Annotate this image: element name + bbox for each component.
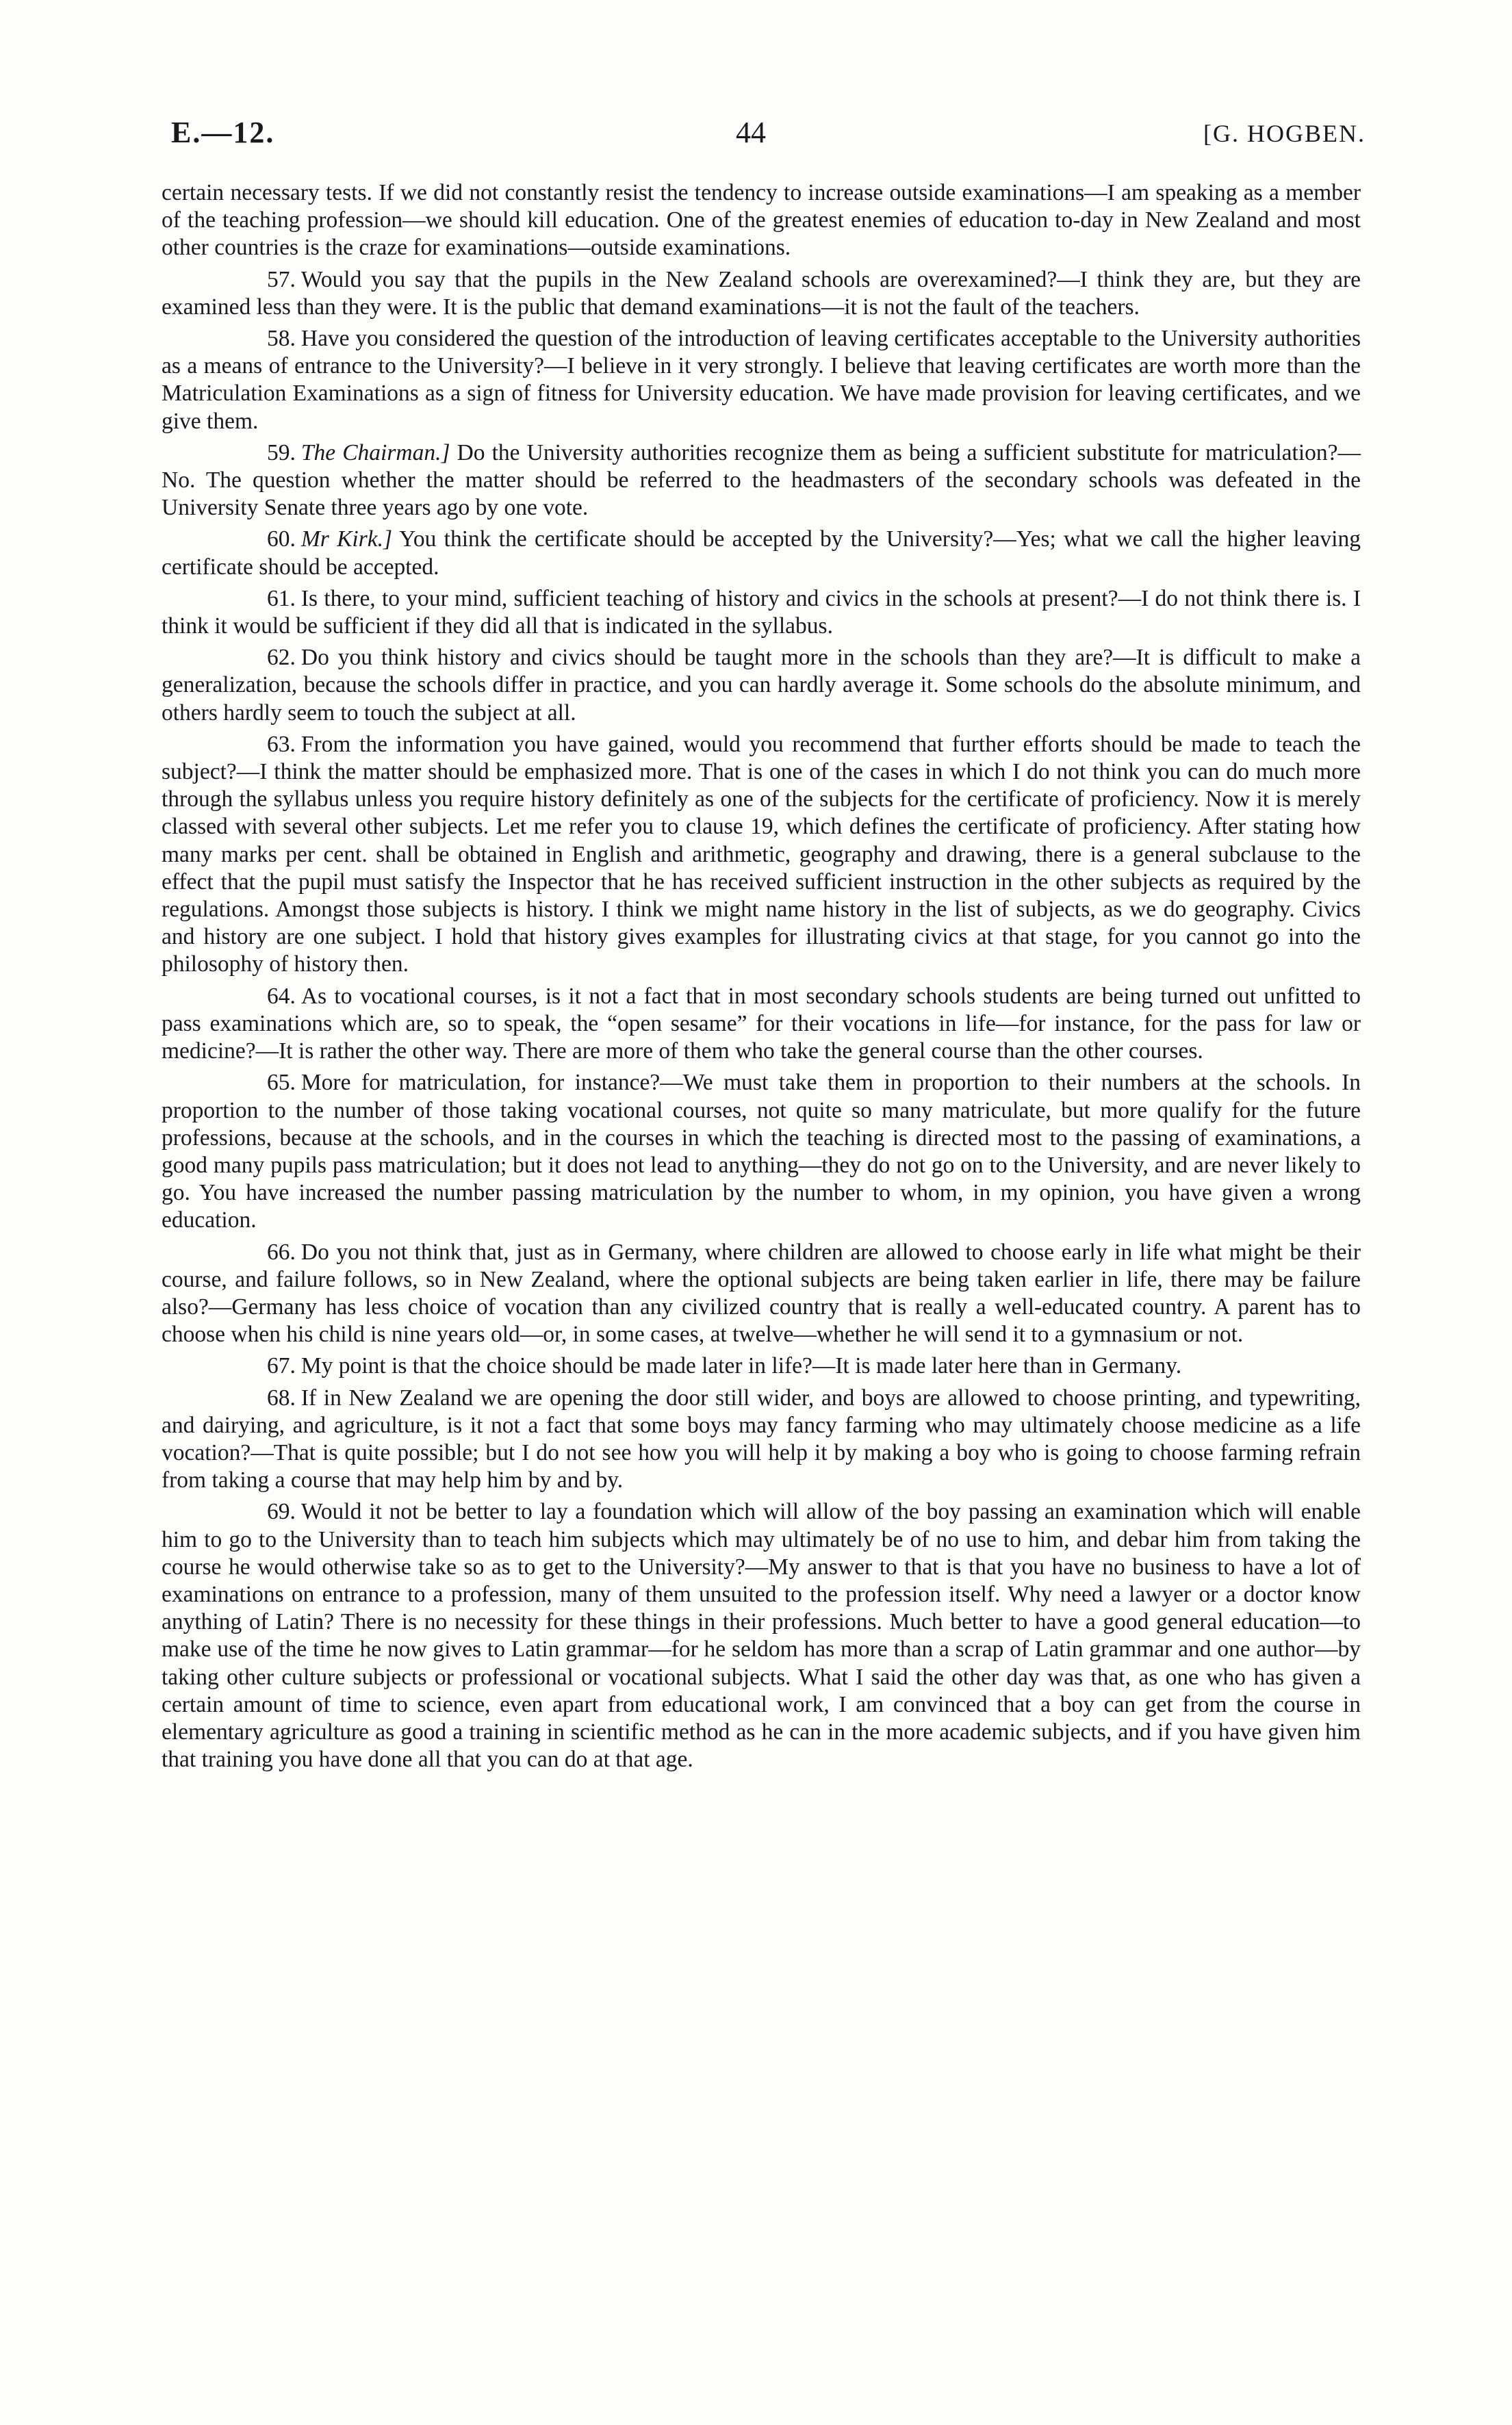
question-62 [162, 644, 1361, 727]
question-66 [162, 1239, 1361, 1349]
paragraph-text: My point is that the choice should be made later in life?—It is made later here than in Germany. [300, 1353, 1182, 1379]
question-number: 68. [267, 1385, 296, 1411]
question-number: 63. [267, 731, 296, 757]
paragraph-text: Do you not think that, just as in Germany, where children are allowed to choose early in life what might be their course, and failure follows, so in New Zealand, where the optional subjects are being taken earlier in life, there may be failure also?—Germany has less choice of vocation than any civilized country that is really a well-educated country. A parent has to choose when his child is nine years old—or, in some cases, at twelve—whether he will send it to a gymnasium or not. [162, 1239, 1361, 1348]
paragraph-text: Do the University authorities recognize them as being a sufficient substitute for matriculation?—No. The question whether the matter should be referred to the headmasters of the secondary schools was defeated in the University Senate three years ago by one vote. [162, 439, 1361, 521]
speaker-label: The Chairman.] [300, 439, 450, 465]
paragraph-text: If in New Zealand we are opening the door still wider, and boys are allowed to choose printing, and typewriting, and dairying, and agriculture, is it not a fact that some boys may fancy farming who may ultimately choose medicine as a life vocation?—That is quite possible; but I do not see how you will help it by making a boy who is going to choose farming refrain from taking a course that may help him by and by. [162, 1385, 1361, 1493]
paragraph-text: More for matriculation, for instance?—We must take them in proportion to their numbers at the schools. In proportion to the number of those taking vocational courses, not quite so many matriculate, but more qualify for the future professions, because at the schools, and in the courses in which the teaching is directed most to the passing of examinations, a good many pupils pass matriculation; but it does not lead to anything—they do not go on to the University, and are never likely to go. You have increased the number passing matriculation by the number to whom, in my opinion, you have given a wrong education. [162, 1070, 1361, 1233]
question-number: 66. [267, 1239, 296, 1265]
paragraph-text: Do you think history and civics should be taught more in the schools than they are?—It is difficult to make a generalization, because the schools differ in practice, and you can hardly average it. Some schools do the absolute minimum, and others hardly seem to touch the subject at all. [162, 645, 1361, 726]
question-number: 64. [267, 983, 296, 1009]
page-header [164, 115, 1366, 163]
question-number: 60. [267, 526, 296, 552]
question-number: 65. [267, 1070, 296, 1096]
question-59 [162, 439, 1361, 522]
question-number: 59. [267, 439, 296, 465]
question-number: 57. [267, 266, 296, 292]
paragraph-text: As to vocational courses, is it not a fact that in most secondary schools students are being turned out unfitted to pass examinations which are, so to speak, the “open sesame” for their vocations in life—for instance, for the pass for law or medicine?—It is rather the other way. There are more of them who take the general course than the other courses. [162, 983, 1361, 1064]
question-61 [162, 585, 1361, 640]
paragraph-text: Would it not be better to lay a foundation which will allow of the boy passing an examination which will enable him to go to the University than to teach him subjects which may ultimately be of no use to him, and debar him from taking the course he would otherwise take so as to get to the University?—My answer to that is that you have no business to have a lot of examinations on entrance to a profession, many of them unsuited to the profession itself. Why need a lawyer or a doctor know anything of Latin? There is no necessity for these things in their professions. Much better to have a good general education—to make use of the time he now gives to Latin grammar—for he seldom has more than a scrap of Latin grammar and one author—by taking other culture subjects or professional or vocational subjects. What I said the other day was that, as one who has given a certain amount of time to science, even apart from educational work, I am convinced that a boy can get from the course in elementary agriculture as good a training in scientific method as he can in the more academic subjects, and if you have given him that training you have done all that you can do at that age. [162, 1499, 1361, 1773]
question-67 [162, 1352, 1361, 1380]
question-number: 67. [267, 1353, 296, 1379]
report-reference: E.—12. [171, 116, 275, 149]
question-number: 69. [267, 1499, 296, 1525]
paragraph-text: certain necessary tests. If we did not constantly resist the tendency to increase outside examinations—I am speaking as a member of the teaching profession—we should kill education. One of the greatest enemies of education to-day in New Zealand and most other countries is the craze for examinations—outside examinations. [162, 180, 1361, 261]
question-60 [162, 526, 1361, 580]
paragraph-continuation [162, 179, 1361, 262]
paragraph-text: From the information you have gained, would you recommend that further efforts should be made to teach the subject?—I think the matter should be emphasized more. That is one of the cases in which I do not think you can do much more through the syllabus unless you require history definitely as one of the subjects for the certificate of proficiency. Now it is merely classed with several other subjects. Let me refer you to clause 19, which defines the certificate of proficiency. After stating how many marks per cent. shall be obtained in English and arithmetic, geography and drawing, there is a general subclause to the effect that the pupil must satisfy the Inspector that he has received sufficient instruction in the other subjects as required by the regulations. Amongst those subjects is history. I think we might name history in the list of subjects, as we do geography. Civics and history are one subject. I hold that history gives examples for illustrating civics at that stage, for you cannot go into the philosophy of history then. [162, 731, 1361, 977]
question-number: 62. [267, 645, 296, 671]
question-number: 58. [267, 326, 296, 352]
body-text [162, 179, 1361, 1778]
question-64 [162, 983, 1361, 1066]
question-63 [162, 731, 1361, 979]
question-69 [162, 1498, 1361, 1773]
speaker-label: Mr Kirk.] [300, 526, 393, 552]
question-58 [162, 325, 1361, 435]
paragraph-text: Have you considered the question of the introduction of leaving certificates acceptable to the University authorities as a means of entrance to the University?—I believe in it very strongly. I believe that leaving certificates are worth more than the Matriculation Examinations as a sign of fitness for University education. We have made provision for leaving certificates, and we give them. [162, 326, 1361, 434]
page-number: 44 [736, 116, 766, 149]
paragraph-text: You think the certificate should be accepted by the University?—Yes; what we call the higher leaving certificate should be accepted. [162, 526, 1361, 580]
question-number: 61. [267, 585, 296, 611]
question-57 [162, 266, 1361, 321]
paragraph-text: Is there, to your mind, sufficient teaching of history and civics in the schools at present?—I do not think there is. I think it would be sufficient if they did all that is indicated in the syllabus. [162, 585, 1361, 639]
question-68 [162, 1385, 1361, 1495]
witness-name: [G. HOGBEN. [1203, 120, 1366, 147]
paragraph-text: Would you say that the pupils in the New Zealand schools are overexamined?—I think they are, but they are examined less than they were. It is the public that demand examinations—it is not the fault of the teachers. [162, 266, 1361, 320]
question-65 [162, 1069, 1361, 1234]
